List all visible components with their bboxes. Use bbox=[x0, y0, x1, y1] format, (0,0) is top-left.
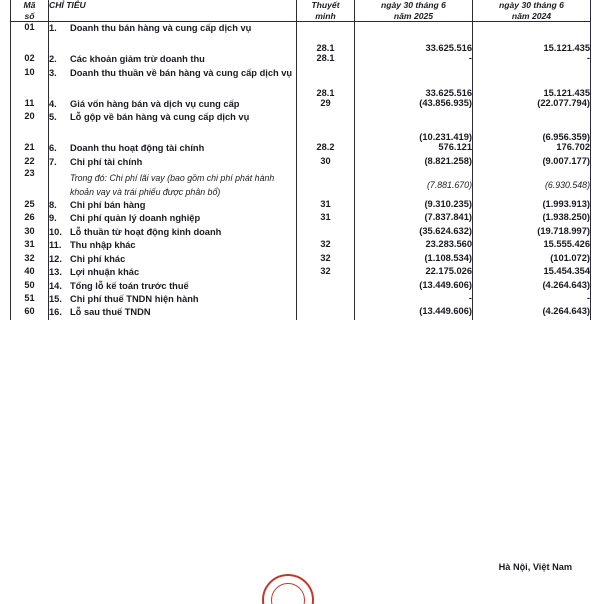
footer-place: Hà Nội, Việt Nam bbox=[498, 562, 572, 572]
cell-amount-current-sub: (7.881.670) bbox=[427, 179, 472, 190]
table-row bbox=[11, 212, 591, 225]
table-row bbox=[11, 280, 591, 293]
row-number: 13. bbox=[49, 267, 62, 278]
cell-chi-tieu bbox=[49, 199, 297, 212]
table-body bbox=[11, 22, 591, 320]
table-row bbox=[11, 226, 591, 239]
row-number: 10. bbox=[49, 226, 62, 237]
cell-chi-tieu bbox=[49, 53, 297, 66]
cell-amount-previous: (6.956.359) bbox=[473, 111, 591, 142]
cell-ma-so: 50 bbox=[11, 280, 49, 293]
cell-amount-previous: (22.077.794) bbox=[473, 98, 591, 111]
cell-thuyet-minh bbox=[297, 306, 355, 319]
row-label: Chi phí thuế TNDN hiện hành bbox=[70, 294, 199, 304]
row-number: 15. bbox=[49, 294, 62, 304]
cell-ma-so: 40 bbox=[11, 266, 49, 279]
cell-thuyet-minh: 28.1 bbox=[297, 22, 355, 54]
table-row bbox=[11, 22, 591, 54]
cell-ma-so: 02 bbox=[11, 53, 49, 66]
table-header bbox=[11, 0, 591, 22]
cell-thuyet-minh: 32 bbox=[297, 253, 355, 266]
table-row bbox=[11, 306, 591, 319]
cell-amount-current: (13.449.606) bbox=[355, 280, 473, 293]
cell-ma-so: 25 bbox=[11, 199, 49, 212]
cell-amount-previous: - bbox=[473, 53, 591, 66]
cell-chi-tieu bbox=[49, 253, 297, 266]
cell-chi-tieu bbox=[49, 306, 297, 319]
cell-amount-previous: (4.264.643) bbox=[473, 306, 591, 319]
column-header-ma-so: Mã số bbox=[11, 0, 49, 22]
cell-amount-current: (13.449.606) bbox=[355, 306, 473, 319]
cell-amount-current: 33.625.516 bbox=[355, 67, 473, 98]
row-number: 11. bbox=[49, 240, 62, 251]
income-statement-table bbox=[10, 0, 591, 320]
cell-ma-so: 21 bbox=[11, 142, 49, 155]
table-row bbox=[11, 266, 591, 279]
column-header-thuyet-minh: Thuyết minh bbox=[297, 0, 355, 22]
row-label: Lỗ thuần từ hoạt động kinh doanh bbox=[70, 226, 222, 237]
row-label: Doanh thu hoạt động tài chính bbox=[70, 143, 205, 154]
cell-ma-so: 20 bbox=[11, 111, 49, 142]
row-number: 12. bbox=[49, 253, 62, 264]
row-label: Lỗ sau thuế TNDN bbox=[70, 307, 151, 318]
cell-amount-current: 23.283.560 bbox=[355, 239, 473, 252]
cell-ma-so: 51 bbox=[11, 293, 49, 306]
cell-thuyet-minh: 28.2 bbox=[297, 142, 355, 155]
cell-chi-tieu bbox=[49, 142, 297, 155]
cell-amount-current: (35.624.632) bbox=[355, 226, 473, 239]
row-label: Doanh thu thuần về bán hàng và cung cấp dịch vụ bbox=[70, 67, 293, 78]
table-row bbox=[11, 67, 591, 98]
cell-amount-previous: (19.718.997) bbox=[473, 226, 591, 239]
table-row bbox=[11, 98, 591, 111]
cell-amount-previous: (9.007.177) (6.930.548) bbox=[473, 156, 591, 199]
row-number: 4. bbox=[49, 98, 57, 109]
cell-amount-previous: (1.938.250) bbox=[473, 212, 591, 225]
row-number: 9. bbox=[49, 213, 57, 224]
cell-thuyet-minh: 28.1 bbox=[297, 53, 355, 66]
table-row bbox=[11, 142, 591, 155]
row-label: Chi phí bán hàng bbox=[70, 199, 146, 210]
cell-ma-so: 60 bbox=[11, 306, 49, 319]
row-number: 16. bbox=[49, 307, 62, 318]
cell-chi-tieu bbox=[49, 280, 297, 293]
row-number: 14. bbox=[49, 280, 62, 291]
table-row bbox=[11, 253, 591, 266]
cell-ma-so: 10 bbox=[11, 67, 49, 98]
cell-ma-so: 30 bbox=[11, 226, 49, 239]
table-header-row bbox=[11, 0, 591, 22]
cell-thuyet-minh: 28.1 bbox=[297, 67, 355, 98]
cell-chi-tieu bbox=[49, 156, 297, 199]
cell-chi-tieu bbox=[49, 212, 297, 225]
cell-thuyet-minh bbox=[297, 280, 355, 293]
row-number: 1. bbox=[49, 23, 57, 34]
cell-chi-tieu bbox=[49, 293, 297, 306]
row-label: Chi phí tài chính bbox=[70, 156, 143, 167]
cell-amount-previous: 15.121.435 bbox=[473, 22, 591, 54]
cell-amount-current: 22.175.026 bbox=[355, 266, 473, 279]
cell-amount-current: (1.108.534) bbox=[355, 253, 473, 266]
cell-amount-current: 576.121 bbox=[355, 142, 473, 155]
cell-thuyet-minh bbox=[297, 111, 355, 142]
cell-amount-previous-sub: (6.930.548) bbox=[545, 179, 590, 190]
row-label: Lỗ gộp về bán hàng và cung cấp dịch vụ bbox=[70, 112, 250, 123]
cell-thuyet-minh: 31 bbox=[297, 199, 355, 212]
cell-thuyet-minh bbox=[297, 226, 355, 239]
cell-amount-previous: 15.121.435 bbox=[473, 67, 591, 98]
cell-chi-tieu bbox=[49, 22, 297, 54]
column-header-year-current: ngày 30 tháng 6 năm 2025 bbox=[355, 0, 473, 22]
cell-amount-current: (10.231.419) bbox=[355, 111, 473, 142]
row-note: Trong đó: Chi phí lãi vay (bao gồm chi phí phát hành khoản vay và trái phiếu được phân bổ) bbox=[70, 173, 275, 197]
table-row bbox=[11, 156, 591, 199]
cell-amount-current: (8.821.258) (7.881.670) bbox=[355, 156, 473, 199]
table-row bbox=[11, 199, 591, 212]
cell-amount-current: (9.310.235) bbox=[355, 199, 473, 212]
cell-amount-previous: 176.702 bbox=[473, 142, 591, 155]
row-label: Doanh thu bán hàng và cung cấp dịch vụ bbox=[70, 23, 252, 34]
cell-chi-tieu bbox=[49, 266, 297, 279]
cell-ma-so: 11 bbox=[11, 98, 49, 111]
row-number: 2. bbox=[49, 54, 57, 65]
cell-ma-so: 31 bbox=[11, 239, 49, 252]
cell-ma-so: 22 23 bbox=[11, 156, 49, 199]
cell-chi-tieu bbox=[49, 98, 297, 111]
column-header-year-previous: ngày 30 tháng 6 năm 2024 bbox=[473, 0, 591, 22]
cell-ma-so: 32 bbox=[11, 253, 49, 266]
cell-amount-current: (7.837.841) bbox=[355, 212, 473, 225]
table-row bbox=[11, 239, 591, 252]
cell-amount-previous: 15.454.354 bbox=[473, 266, 591, 279]
row-number: 5. bbox=[49, 112, 57, 123]
column-header-chi-tieu: CHỈ TIÊU bbox=[49, 0, 297, 22]
row-label: Lợi nhuận khác bbox=[70, 267, 140, 278]
cell-thuyet-minh bbox=[297, 293, 355, 306]
cell-amount-current: - bbox=[355, 53, 473, 66]
cell-chi-tieu bbox=[49, 67, 297, 98]
cell-amount-previous: - bbox=[473, 293, 591, 306]
row-number: 6. bbox=[49, 143, 57, 154]
cell-chi-tieu bbox=[49, 239, 297, 252]
row-label: Các khoản giảm trừ doanh thu bbox=[70, 54, 205, 65]
cell-amount-current: 33.625.516 bbox=[355, 22, 473, 54]
row-number: 7. bbox=[49, 156, 57, 167]
row-label: Giá vốn hàng bán và dịch vụ cung cấp bbox=[70, 98, 240, 109]
cell-amount-previous: (4.264.643) bbox=[473, 280, 591, 293]
cell-thuyet-minh: 30 bbox=[297, 156, 355, 199]
cell-chi-tieu bbox=[49, 111, 297, 142]
cell-chi-tieu bbox=[49, 226, 297, 239]
table-row bbox=[11, 53, 591, 66]
cell-thuyet-minh: 32 bbox=[297, 266, 355, 279]
cell-ma-so: 01 bbox=[11, 22, 49, 54]
row-label: Chi phí quản lý doanh nghiệp bbox=[70, 213, 201, 224]
cell-thuyet-minh: 32 bbox=[297, 239, 355, 252]
cell-thuyet-minh: 31 bbox=[297, 212, 355, 225]
cell-amount-previous: 15.555.426 bbox=[473, 239, 591, 252]
row-number: 3. bbox=[49, 67, 57, 78]
cell-amount-previous: (101.072) bbox=[473, 253, 591, 266]
table-row bbox=[11, 111, 591, 142]
document-footer bbox=[0, 554, 600, 598]
row-number: 8. bbox=[49, 199, 57, 210]
cell-amount-current: - bbox=[355, 293, 473, 306]
table-row bbox=[11, 293, 591, 306]
row-label: Tổng lỗ kế toán trước thuế bbox=[70, 280, 189, 291]
row-label: Thu nhập khác bbox=[70, 240, 136, 251]
cell-amount-current: (43.856.935) bbox=[355, 98, 473, 111]
cell-amount-previous: (1.993.913) bbox=[473, 199, 591, 212]
cell-ma-so: 26 bbox=[11, 212, 49, 225]
row-label: Chi phí khác bbox=[70, 253, 126, 264]
cell-thuyet-minh: 29 bbox=[297, 98, 355, 111]
